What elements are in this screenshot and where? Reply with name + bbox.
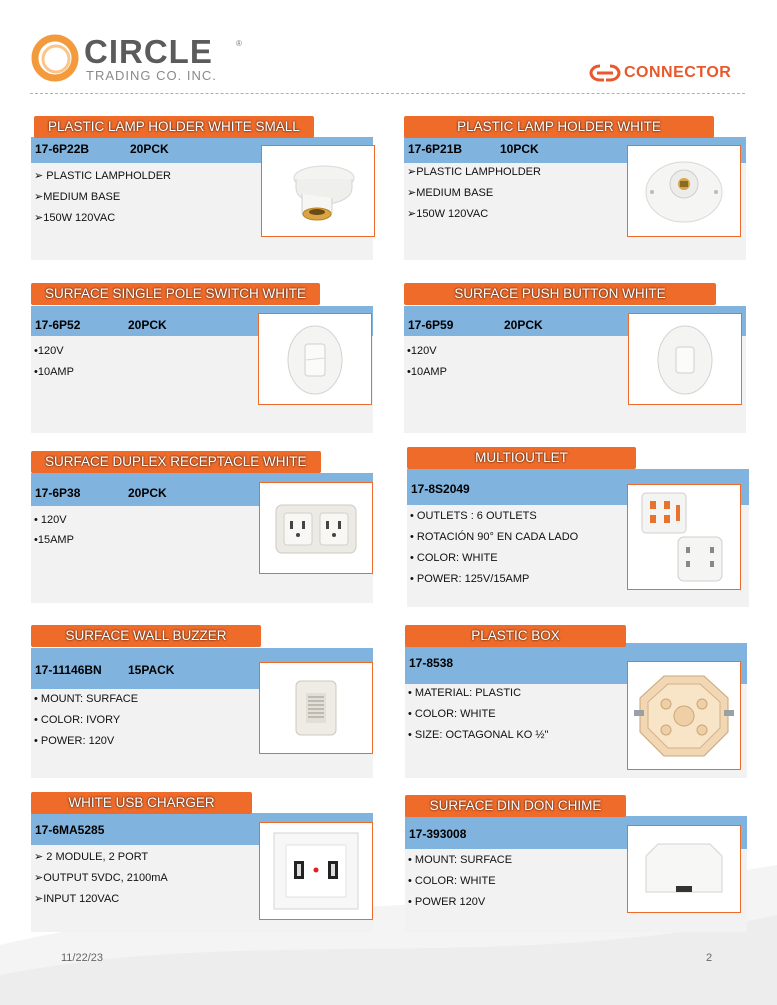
brand-subtitle: TRADING CO. INC. <box>86 68 217 83</box>
single-pole-switch-photo <box>258 313 372 405</box>
product-pack: 20PCK <box>130 142 169 156</box>
product-feature: ➢ PLASTIC LAMPHOLDER <box>34 170 171 182</box>
product-sku: 17-6MA5285 <box>35 823 105 837</box>
product-feature: • MOUNT: SURFACE <box>408 854 513 866</box>
product-feature: ➢150W 120VAC <box>407 208 489 220</box>
product-feature: ➢150W 120VAC <box>34 212 116 224</box>
product-title: WHITE USB CHARGER <box>31 792 252 814</box>
usb-charger-photo <box>259 822 373 920</box>
product-feature: • MATERIAL: PLASTIC <box>408 687 522 699</box>
duplex-receptacle-photo <box>259 482 373 574</box>
product-title: PLASTIC BOX <box>405 625 626 647</box>
product-feature: •120V <box>407 345 437 357</box>
product-feature: •15AMP <box>34 534 74 546</box>
product-pack: 20PCK <box>128 318 167 332</box>
product-sku: 17-6P59 <box>408 318 454 332</box>
header-divider <box>30 93 745 94</box>
product-card <box>31 116 373 260</box>
product-feature: • POWER: 125V/15AMP <box>410 573 530 585</box>
multioutlet-photo <box>627 484 741 590</box>
product-feature: • POWER 120V <box>408 896 486 908</box>
product-sku: 17-6P22B <box>35 142 90 156</box>
chime-photo <box>627 825 741 913</box>
product-title: SURFACE DUPLEX RECEPTACLE WHITE <box>31 451 321 473</box>
wall-buzzer-photo <box>259 662 373 754</box>
product-title: MULTIOUTLET <box>407 447 636 469</box>
product-title: PLASTIC LAMP HOLDER WHITE <box>404 116 714 138</box>
registered-mark: ® <box>236 39 242 48</box>
product-card <box>404 283 746 433</box>
product-feature: • COLOR: IVORY <box>34 714 121 726</box>
product-feature: •120V <box>34 345 64 357</box>
product-feature: • COLOR: WHITE <box>410 552 498 564</box>
product-card <box>31 451 373 603</box>
plastic-box-photo <box>627 661 741 770</box>
product-feature: ➢PLASTIC LAMPHOLDER <box>407 166 541 178</box>
product-feature: •10AMP <box>407 366 447 378</box>
product-title: SURFACE DIN DON CHIME <box>405 795 626 817</box>
product-sku: 17-6P52 <box>35 318 81 332</box>
product-card <box>405 795 747 932</box>
product-feature: • COLOR: WHITE <box>408 708 496 720</box>
connector-logo-icon <box>588 63 622 83</box>
circle-logo-icon <box>30 33 80 83</box>
product-sku: 17-393008 <box>409 827 467 841</box>
product-feature: •10AMP <box>34 366 74 378</box>
product-pack: 20PCK <box>128 486 167 500</box>
lamp-holder-small-photo <box>261 145 375 237</box>
connector-logo <box>588 62 748 84</box>
product-card <box>31 792 373 932</box>
product-pack: 15PACK <box>128 663 175 677</box>
product-card <box>407 447 749 607</box>
product-feature: • ROTACIÓN 90° EN CADA LADO <box>410 531 579 543</box>
product-card <box>404 116 746 260</box>
product-title: SURFACE SINGLE POLE SWITCH WHITE <box>31 283 320 305</box>
product-sku: 17-8538 <box>409 656 454 670</box>
product-title: PLASTIC LAMP HOLDER WHITE SMALL <box>34 116 314 138</box>
push-button-photo <box>628 313 742 405</box>
circle-logo <box>30 33 242 89</box>
product-title: SURFACE PUSH BUTTON WHITE <box>404 283 716 305</box>
product-feature: • 120V <box>34 514 67 526</box>
product-feature: • POWER: 120V <box>34 735 115 747</box>
product-sku: 17-8S2049 <box>411 482 470 496</box>
product-feature: ➢INPUT 120VAC <box>34 893 120 905</box>
footer-date: 11/22/23 <box>61 952 104 964</box>
product-sku: 17-6P21B <box>408 142 463 156</box>
connector-wordmark: CONNECTOR <box>624 64 732 81</box>
product-sku: 17-6P38 <box>35 486 81 500</box>
product-sku: 17-11146BN <box>35 663 102 677</box>
product-pack: 20PCK <box>504 318 543 332</box>
product-title: SURFACE WALL BUZZER <box>31 625 261 647</box>
product-feature: • COLOR: WHITE <box>408 875 496 887</box>
product-feature: • SIZE: OCTAGONAL KO ½" <box>408 729 549 741</box>
product-feature: • MOUNT: SURFACE <box>34 693 139 705</box>
product-feature: ➢MEDIUM BASE <box>407 187 494 199</box>
product-card <box>31 625 373 778</box>
product-pack: 10PCK <box>500 142 539 156</box>
page-number: 2 <box>706 952 713 964</box>
product-card <box>31 283 373 433</box>
product-feature: ➢ 2 MODULE, 2 PORT <box>34 851 149 863</box>
product-feature: • OUTLETS : 6 OUTLETS <box>410 510 537 522</box>
product-feature: ➢MEDIUM BASE <box>34 191 121 203</box>
brand-name: CIRCLE <box>84 33 213 70</box>
product-feature: ➢OUTPUT 5VDC, 2100mA <box>34 872 168 884</box>
product-card <box>405 625 747 778</box>
lamp-holder-photo <box>627 145 741 237</box>
